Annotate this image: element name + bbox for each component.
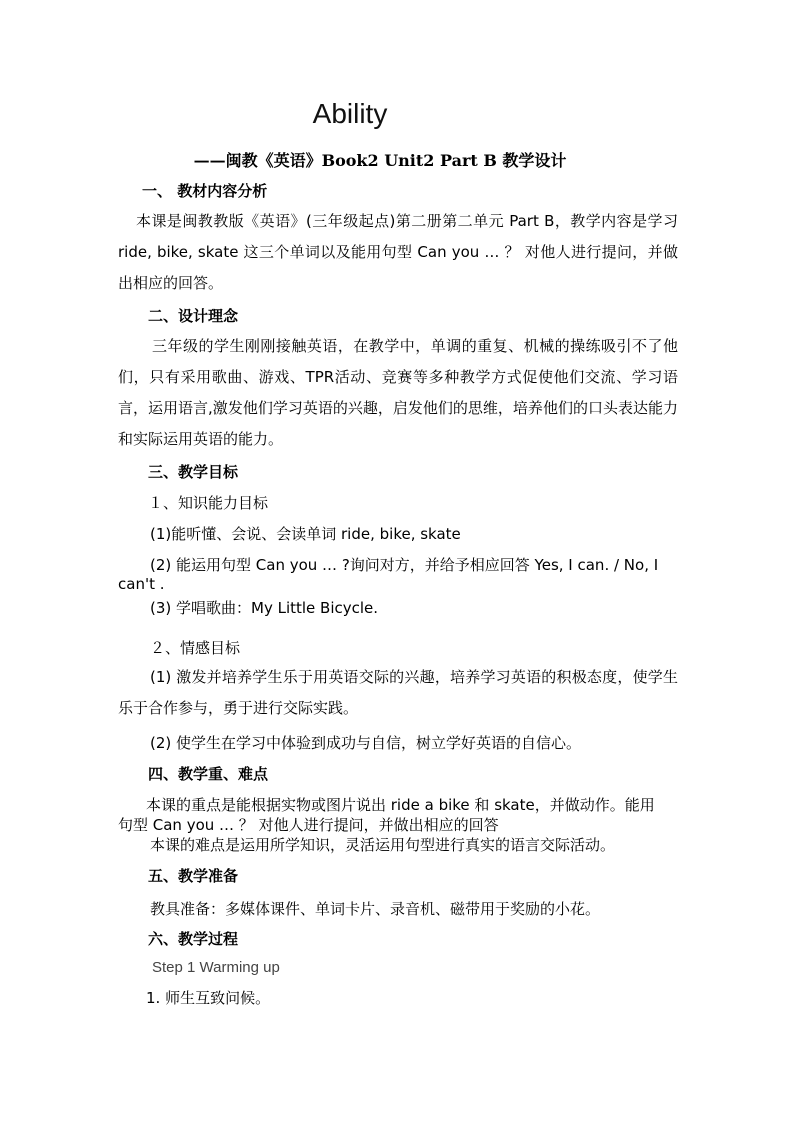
goal-emotion-heading: ２、情感目标 (150, 639, 241, 657)
step-1-item: 1. 师生互致问候。 (146, 989, 271, 1007)
goal-item-1: (1)能听懂、会说、会读单词 ride, bike, skate (150, 525, 461, 543)
section-heading-6: 六、教学过程 (148, 930, 239, 948)
document-subtitle: ——闽教《英语》Book2 Unit2 Part B 教学设计 (193, 151, 567, 170)
section-1-paragraph: 本课是闽教教版《英语》(三年级起点)第二册第二单元 Part B，教学内容是学习 ride, bike, skate 这三个单词以及能用句型 Can you … ？ 对他人进行提问，并做出相应的回答。 (118, 212, 678, 292)
goal-item-5: (2) 使学生在学习中体验到成功与自信，树立学好英语的自信心。 (150, 734, 582, 752)
goal-knowledge-heading: １、知识能力目标 (148, 494, 269, 512)
step-1-label: Step 1 Warming up (152, 959, 280, 976)
goal-item-4: (1) 激发并培养学生乐于用英语交际的兴趣，培养学习英语的积极态度，使学生乐于合作参与，勇于进行交际实践。 (118, 668, 678, 717)
section-heading-3: 三、教学目标 (148, 463, 239, 481)
difficulty-paragraph: 本课的难点是运用所学知识，灵活运用句型进行真实的语言交际活动。 (150, 836, 616, 854)
preparation-paragraph: 教具准备：多媒体课件、单词卡片、录音机、磁带用于奖励的小花。 (150, 900, 601, 918)
focus-paragraph-line-1: 本课的重点是能根据实物或图片说出 ride a bike 和 skate，并做动作。能用 (146, 796, 655, 814)
goal-item-2: (2) 能运用句型 Can you … ?询问对方，并给予相应回答 Yes, I can. / No, I (150, 556, 659, 574)
focus-paragraph-line-2: 句型 Can you … ？ 对他人进行提问，并做出相应的回答 (118, 816, 499, 834)
goal-item-3: (3) 学唱歌曲：My Little Bicycle. (150, 599, 379, 617)
document-title: Ability (312, 98, 388, 129)
section-heading-1: 一、 教材内容分析 (142, 182, 268, 200)
goal-item-2-continued: can't . (118, 575, 165, 593)
section-2-paragraph: 三年级的学生刚刚接触英语，在教学中，单调的重复、机械的操练吸引不了他们，只有采用歌曲、游戏、TPR活动、竞赛等多种教学方式促使他们交流、学习语言，运用语言,激发他们学习英语的兴趣，启发他们的思维，培养他们的口头表达能力和实际运用英语的能力。 (118, 337, 678, 448)
section-heading-4: 四、教学重、难点 (148, 765, 269, 783)
section-heading-5: 五、教学准备 (148, 867, 239, 885)
section-heading-2: 二、设计理念 (148, 307, 239, 325)
